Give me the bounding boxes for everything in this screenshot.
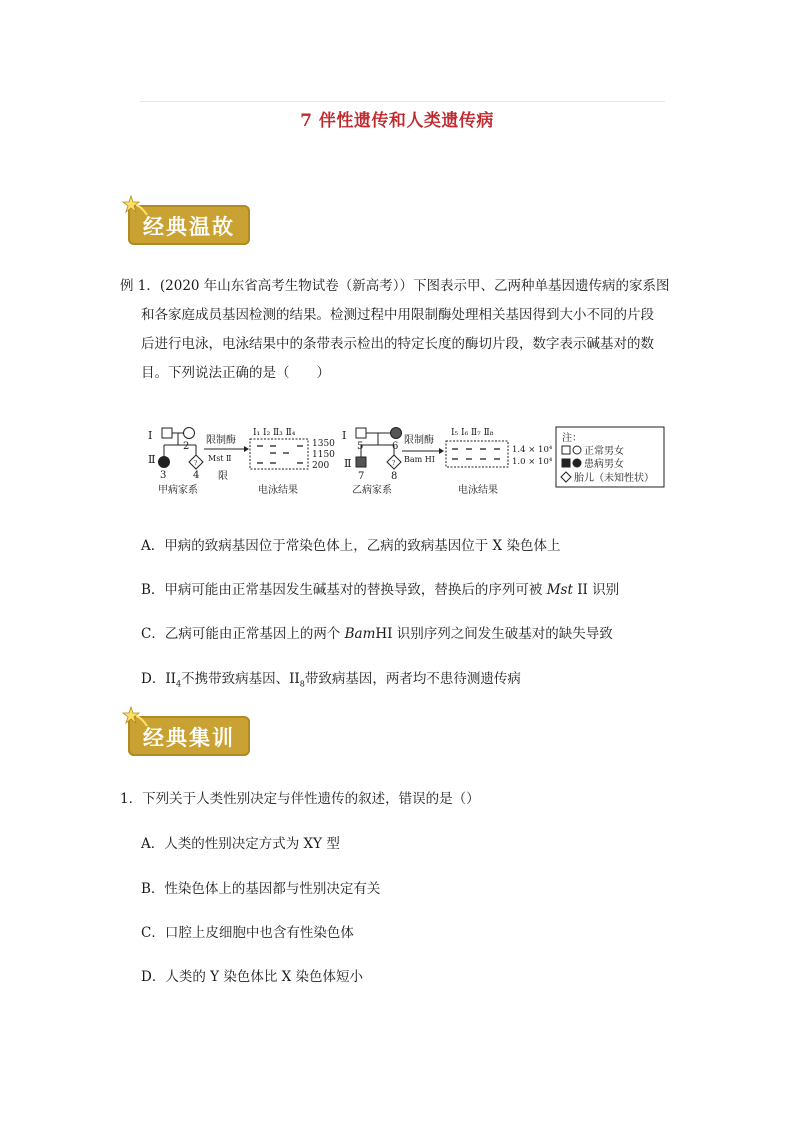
- example-line3: 后进行电泳，电泳结果中的条带表示检出的特定长度的酶切片段，数字表示碱基对的数: [141, 336, 654, 352]
- gel-a: [250, 439, 308, 469]
- question-1-option-b: B．性染色体上的基因都与性别决定有关: [141, 881, 381, 897]
- legend-affected-male-icon: [562, 459, 570, 467]
- gen2-label-b: Ⅱ: [344, 457, 352, 470]
- question-1-option-a: A．人类的性别决定方式为 XY 型: [141, 836, 340, 852]
- legend-affected: 患病男女: [584, 459, 624, 470]
- option-c-pre: C．乙病可能由正常基因上的两个: [141, 626, 345, 642]
- option-d-sub2: 8: [299, 679, 305, 689]
- id-b-8: 8: [391, 471, 398, 482]
- size-a-3: 200: [312, 461, 330, 471]
- example-line1: 下图表示甲、乙两种单基因遗传病的家系图: [413, 278, 670, 294]
- svg-text:?: ?: [194, 460, 198, 467]
- option-b-pre: B．甲病可能由正常基因发生碱基对的替换导致，替换后的序列可被: [141, 582, 547, 598]
- question-1-option-d: D．人类的 Y 染色体比 X 染色体短小: [141, 969, 364, 985]
- size-a-2: 1150: [312, 450, 335, 460]
- example-option-c: [141, 622, 613, 642]
- question-1-stem: 1．下列关于人类性别决定与伴性遗传的叙述，错误的是（）: [120, 791, 480, 807]
- legend-affected-female-icon: [573, 459, 581, 467]
- example-stem: [120, 272, 680, 388]
- caption-pedigree-a: 甲病家系: [158, 485, 198, 496]
- page-title: 7 伴性遗传和人类遗传病: [300, 111, 494, 131]
- enzyme-a: Mst Ⅱ: [208, 454, 232, 463]
- gen2-label-a: Ⅱ: [148, 453, 156, 466]
- lanes-a: Ⅰ₁ Ⅰ₂ Ⅱ₃ Ⅱ₄: [253, 428, 296, 438]
- example-option-a: A．甲病的致病基因位于常染色体上，乙病的致病基因位于 X 染色体上: [141, 538, 561, 554]
- pedigree-a-male-1: [162, 428, 172, 438]
- section-badge-classic-review: [128, 205, 250, 245]
- id-a-3: 3: [160, 470, 167, 481]
- gen1-label-b: Ⅰ: [342, 429, 347, 442]
- option-d-sub1: 4: [176, 679, 182, 689]
- pedigree-b-affected-7: [356, 457, 366, 467]
- example-option-b: [141, 578, 619, 598]
- caption-pedigree-b: 乙病家系: [352, 485, 392, 496]
- section-label: 经典集训: [143, 726, 235, 750]
- example-source: (2020 年山东省高考生物试卷（新高考））: [159, 278, 414, 294]
- option-d-pre: D．II: [141, 671, 176, 687]
- pedigree-b-male-5: [356, 428, 366, 438]
- enzyme-a-extra: 限: [218, 471, 228, 482]
- legend-fetus: 胎儿（未知性状）: [574, 473, 654, 484]
- option-b-italic: Mst: [546, 582, 573, 598]
- enzyme-b: Bam HI: [404, 455, 435, 464]
- example-line4: 目。下列说法正确的是（ ）: [141, 365, 330, 381]
- pedigree-gel-figure: [146, 421, 668, 503]
- legend-normal-male-icon: [562, 446, 570, 454]
- id-a-4: 4: [193, 470, 200, 481]
- enzyme-label-a: 限制酶: [206, 435, 236, 446]
- header-rule: [140, 101, 665, 102]
- option-d-post: 带致病基因，两者均不患待测遗传病: [304, 671, 521, 687]
- option-d-mid: 不携带致病基因、II: [181, 671, 300, 687]
- size-b-1: 1.4 × 10⁴: [512, 445, 553, 455]
- legend-title: 注：: [562, 433, 582, 444]
- section-label: 经典温故: [143, 215, 235, 239]
- pedigree-a-affected-3: [159, 457, 170, 468]
- caption-gel-b: 电泳结果: [458, 485, 498, 496]
- legend-normal: 正常男女: [584, 446, 624, 457]
- enzyme-label-b: 限制酶: [404, 435, 434, 446]
- pedigree-a-female-2: [184, 428, 195, 439]
- size-a-1: 1350: [312, 439, 335, 449]
- pedigree-b-female-6: [391, 428, 402, 439]
- id-b-7: 7: [358, 471, 365, 482]
- example-line2: 和各家庭成员基因检测的结果。检测过程中用限制酶处理相关基因得到大小不同的片段: [141, 307, 654, 323]
- question-1-option-c: C．口腔上皮细胞中也含有性染色体: [141, 925, 354, 941]
- id-b-6: 6: [392, 441, 399, 452]
- option-c-italic: Bam: [344, 626, 376, 642]
- lanes-b: Ⅰ₅ Ⅰ₆ Ⅱ₇ Ⅱ₈: [451, 428, 494, 438]
- legend-normal-female-icon: [573, 446, 581, 454]
- option-c-post: HI 识别序列之间发生破基对的缺失导致: [375, 626, 613, 642]
- option-b-post: II 识别: [572, 582, 620, 598]
- id-b-5: 5: [357, 441, 364, 452]
- size-b-2: 1.0 × 10⁴: [512, 457, 553, 467]
- svg-text:?: ?: [392, 460, 396, 467]
- caption-gel-a: 电泳结果: [258, 485, 298, 496]
- example-option-d: [141, 667, 521, 689]
- id-a-2: 2: [183, 441, 190, 452]
- gel-b: [446, 441, 508, 467]
- example-prefix: 例 1．: [120, 278, 160, 294]
- section-badge-classic-training: [128, 716, 250, 756]
- gen1-label-a: Ⅰ: [148, 429, 153, 442]
